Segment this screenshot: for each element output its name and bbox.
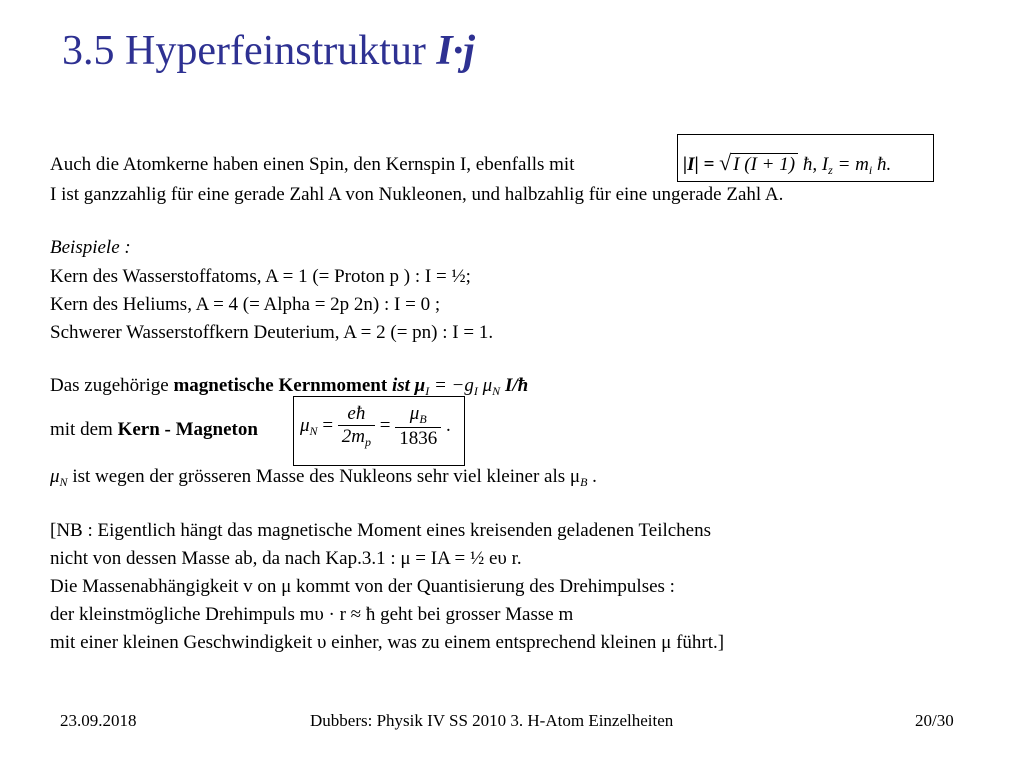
text-line-ganzzahlig: I ist ganzzahlig für eine gerade Zahl A von Nukleonen, und halbzahlig für eine ungerade Zahl A. bbox=[50, 184, 784, 205]
moment-mu: ist μ bbox=[387, 375, 426, 396]
moment-sub-N: N bbox=[492, 384, 501, 398]
text-line-kern-magneton bbox=[50, 420, 258, 439]
beispiele-heading: Beispiele : bbox=[50, 237, 131, 258]
title-main: 3.5 Hyperfeinstruktur bbox=[62, 28, 437, 74]
moment-sub-I2: I bbox=[473, 384, 478, 398]
magneton-formula bbox=[300, 403, 451, 450]
text-line-kernspin: Auch die Atomkerne haben einen Spin, den Kernspin I, ebenfalls mit bbox=[50, 154, 575, 175]
formula-sub-z: z bbox=[828, 163, 833, 177]
magneton-den1: 2m bbox=[341, 426, 366, 447]
magneton-num2: μ bbox=[409, 403, 420, 424]
magneton-dot: . bbox=[445, 414, 451, 436]
magneton-mu: μ bbox=[300, 414, 310, 436]
formula-hbar-end: ħ. bbox=[872, 154, 892, 175]
small-text: ist wegen der grösseren Masse des Nukleons sehr viel kleiner als μ bbox=[67, 466, 581, 487]
magneton-bold: Kern - Magneton bbox=[117, 419, 258, 440]
magneton-fraction-2 bbox=[395, 403, 441, 450]
footer-date: 23.09.2018 bbox=[60, 711, 137, 730]
nb-line-3: Die Massenabhängigkeit v on μ kommt von der Quantisierung des Drehimpulses : bbox=[50, 576, 675, 597]
nb-line-2: nicht von dessen Masse ab, da nach Kap.3.1 : μ = IA = ½ eυ r. bbox=[50, 548, 522, 569]
moment-sub-I: I bbox=[425, 384, 430, 398]
magneton-pre: mit dem bbox=[50, 419, 118, 440]
footer-page-number: 20/30 bbox=[915, 711, 954, 730]
small-sub-B: B bbox=[580, 475, 588, 489]
moment-eq: = −g bbox=[429, 375, 474, 396]
formula-abs-I: |I| = bbox=[683, 154, 720, 175]
moment-end: I/ħ bbox=[500, 375, 529, 396]
page-title bbox=[62, 30, 475, 72]
magneton-den1-sub: p bbox=[365, 435, 372, 449]
example-hydrogen: Kern des Wasserstoffatoms, A = 1 (= Proton p ) : I = ½; bbox=[50, 266, 471, 287]
magneton-fraction-1 bbox=[338, 403, 375, 450]
nb-line-4: der kleinstmögliche Drehimpuls mυ · r ≈ ħ geht bei grosser Masse m bbox=[50, 604, 574, 625]
magneton-num2-sub: B bbox=[419, 412, 427, 426]
moment-bold: magnetische Kernmoment bbox=[173, 375, 388, 396]
magneton-sub-N: N bbox=[309, 423, 318, 438]
moment-muN: μ bbox=[477, 375, 493, 396]
magneton-eq2: = bbox=[379, 414, 396, 436]
text-line-mu-smaller bbox=[50, 467, 597, 488]
small-sub-N: N bbox=[59, 475, 68, 489]
small-end: . bbox=[587, 466, 597, 487]
moment-pre: Das zugehörige bbox=[50, 375, 174, 396]
formula-eq-m: = m bbox=[832, 154, 869, 175]
example-helium: Kern des Heliums, A = 4 (= Alpha = 2p 2n) : I = 0 ; bbox=[50, 294, 441, 315]
formula-hbar-Iz: ħ, I bbox=[798, 154, 829, 175]
nb-line-5: mit einer kleinen Geschwindigkeit υ einher, was zu einem entsprechend kleinen μ führt.] bbox=[50, 632, 725, 653]
formula-sqrt: I (I + 1) bbox=[731, 153, 798, 176]
magneton-eq: = bbox=[317, 414, 338, 436]
small-mu: μ bbox=[50, 466, 60, 487]
footer-title: Dubbers: Physik IV SS 2010 3. H-Atom Einzelheiten bbox=[310, 711, 674, 730]
spin-formula: |I| = √ I (I + 1) ħ, $I_z = m_i$ ħ. bbox=[683, 150, 892, 177]
nb-line-1: [NB : Eigentlich hängt das magnetische Moment eines kreisenden geladenen Teilchens bbox=[50, 520, 712, 541]
text-line-magnetic-moment bbox=[50, 376, 528, 397]
example-deuterium: Schwerer Wasserstoffkern Deuterium, A = 2 (= pn) : I = 1. bbox=[50, 322, 494, 343]
magneton-den2: 1836 bbox=[399, 428, 438, 449]
formula-sub-i: i bbox=[868, 163, 873, 177]
title-ij: I·j bbox=[436, 28, 475, 74]
magneton-num1: eħ bbox=[338, 403, 375, 426]
